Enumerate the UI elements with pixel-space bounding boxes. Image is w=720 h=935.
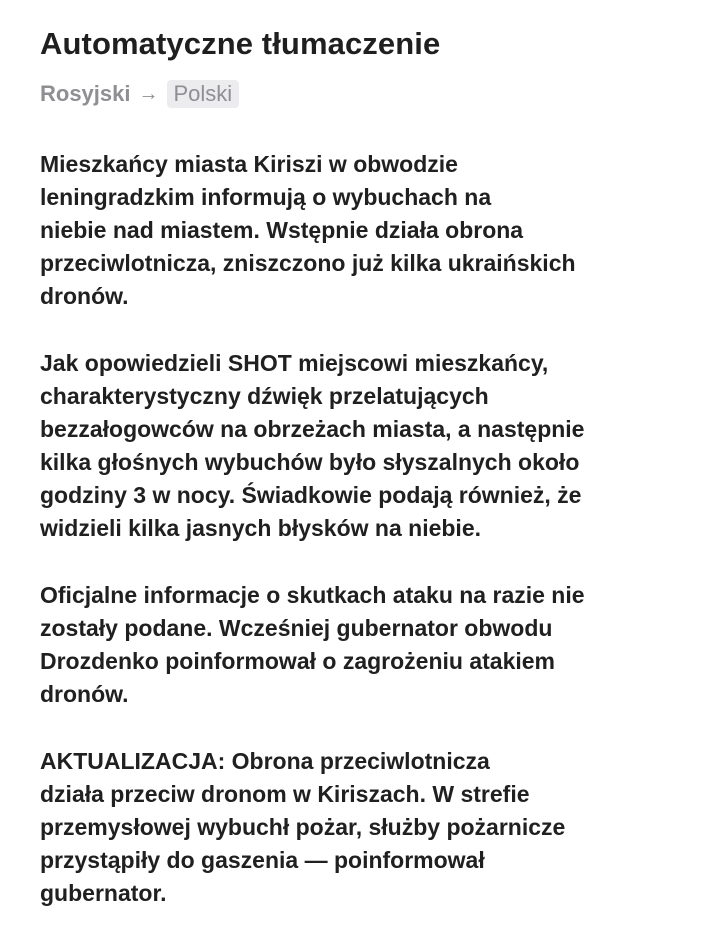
text-line: dronów.	[40, 681, 129, 707]
text-line: niebie nad miastem. Wstępnie działa obrona	[40, 217, 524, 243]
arrow-right-icon: →	[138, 83, 159, 105]
sheet-title: Automatyczne tłumaczenie	[40, 26, 441, 61]
text-line: godziny 3 w nocy. Świadkowie podają również, że	[40, 482, 582, 508]
text-line: działa przeciw dronom w Kiriszach. W strefie	[40, 781, 530, 807]
paragraph	[40, 347, 700, 545]
text-line: Mieszkańcy miasta Kiriszi w obwodzie	[40, 151, 458, 177]
text-line: Oficjalne informacje o skutkach ataku na razie nie	[40, 582, 585, 608]
text-line: Jak opowiedzieli SHOT miejscowi mieszkańcy,	[40, 350, 549, 376]
text-line: AKTUALIZACJA: Obrona przeciwlotnicza	[40, 748, 490, 774]
paragraph	[40, 745, 700, 910]
text-line: Drozdenko poinformował o zagrożeniu atakiem	[40, 648, 556, 674]
language-row	[40, 80, 239, 108]
text-line: charakterystyczny dźwięk przelatujących	[40, 383, 489, 409]
text-line: przeciwlotnicza, zniszczono już kilka ukraińskich	[40, 250, 576, 276]
translated-text	[40, 148, 700, 935]
paragraph	[40, 579, 700, 711]
text-line: przemysłowej wybuchł pożar, służby pożarnicze	[40, 814, 566, 840]
text-line: przystąpiły do gaszenia — poinformował	[40, 847, 485, 873]
text-line: dronów.	[40, 283, 129, 309]
text-line: gubernator.	[40, 880, 167, 906]
text-line: leningradzkim informują o wybuchach na	[40, 184, 492, 210]
source-language-label: Rosyjski	[40, 81, 131, 106]
text-line: kilka głośnych wybuchów było słyszalnych około	[40, 449, 580, 475]
target-language-button[interactable]: Polski	[167, 80, 240, 108]
paragraph	[40, 148, 700, 313]
text-line: bezzałogowców na obrzeżach miasta, a następnie	[40, 416, 585, 442]
text-line: zostały podane. Wcześniej gubernator obwodu	[40, 615, 553, 641]
text-line: widzieli kilka jasnych błysków na niebie.	[40, 515, 481, 541]
